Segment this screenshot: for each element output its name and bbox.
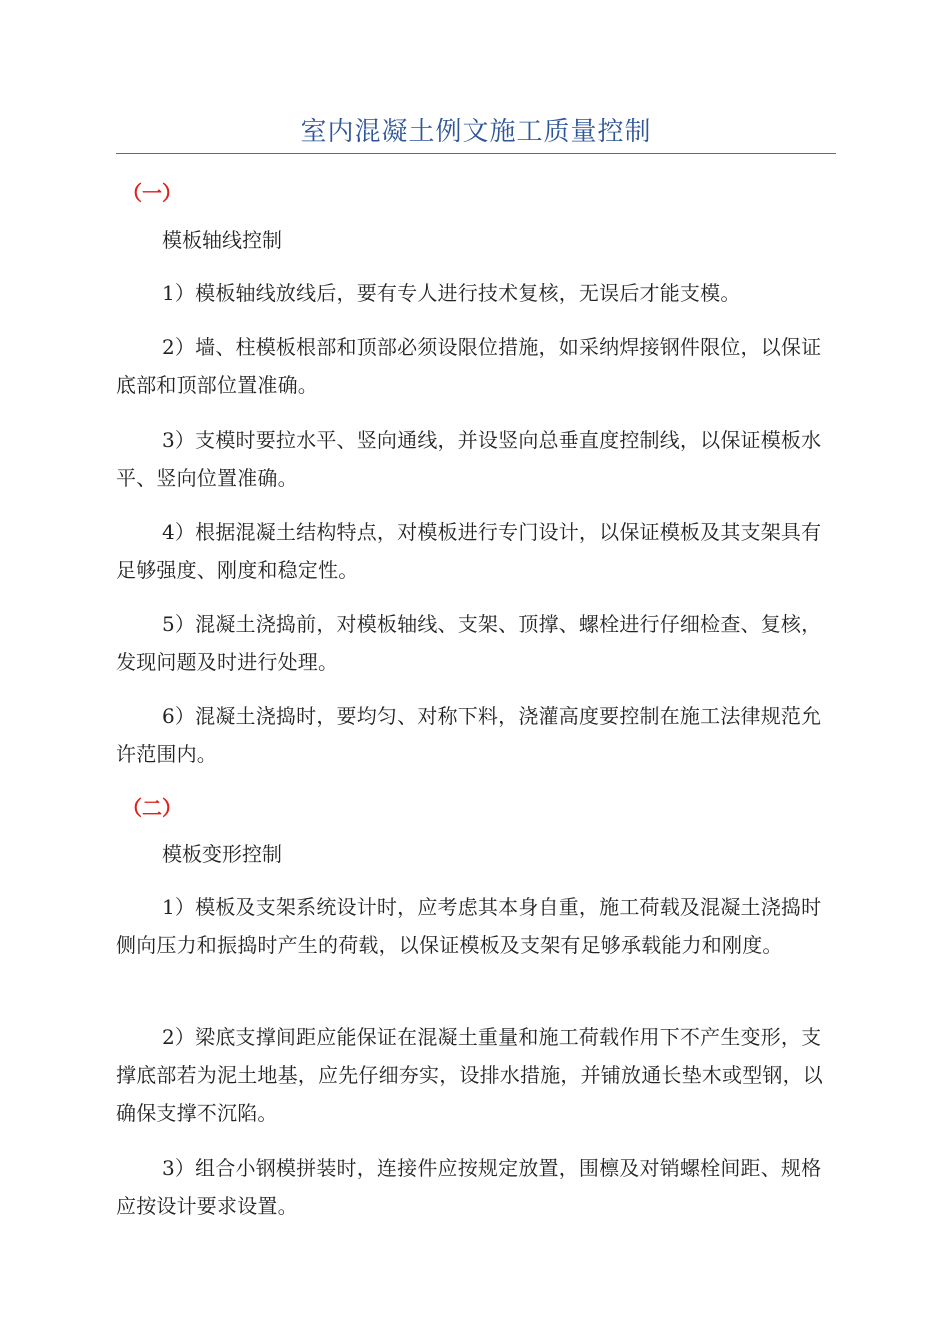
document-title: 室内混凝土例文施工质量控制 xyxy=(300,117,652,147)
section-heading-1: 模板轴线控制 xyxy=(162,228,282,252)
paragraph: 5）混凝土浇捣前，对模板轴线、支架、顶撑、螺栓进行仔细检查、复核，发现问题及时进行处理。 xyxy=(116,612,822,674)
section-heading-2: 模板变形控制 xyxy=(162,842,282,866)
paragraph: 2）梁底支撑间距应能保证在混凝土重量和施工荷载作用下不产生变形，支撑底部若为泥土地基，应先仔细夯实，设排水措施，并铺放通长垫木或型钢，以确保支撑不沉陷。 xyxy=(116,1025,823,1125)
section-label-1: （一） xyxy=(122,181,182,205)
paragraph: 3）组合小钢模拼装时，连接件应按规定放置，围檩及对销螺栓间距、规格应按设计要求设置。 xyxy=(116,1156,822,1218)
paragraph: 3）支模时要拉水平、竖向通线，并设竖向总垂直度控制线，以保证模板水平、竖向位置准确。 xyxy=(116,428,822,490)
section-label-2: （二） xyxy=(122,796,182,820)
title-underline xyxy=(116,153,836,154)
paragraph: 1）模板轴线放线后，要有专人进行技术复核，无误后才能支模。 xyxy=(162,281,741,305)
paragraph: 2）墙、柱模板根部和顶部必须设限位措施，如采纳焊接钢件限位，以保证底部和顶部位置准确。 xyxy=(116,335,822,397)
paragraph: 1）模板及支架系统设计时，应考虑其本身自重，施工荷载及混凝土浇捣时侧向压力和振捣时产生的荷载，以保证模板及支架有足够承载能力和刚度。 xyxy=(116,895,822,957)
paragraph: 4）根据混凝土结构特点，对模板进行专门设计，以保证模板及其支架具有足够强度、刚度和稳定性。 xyxy=(116,520,822,582)
paragraph: 6）混凝土浇捣时，要均匀、对称下料，浇灌高度要控制在施工法律规范允许范围内。 xyxy=(116,704,822,766)
